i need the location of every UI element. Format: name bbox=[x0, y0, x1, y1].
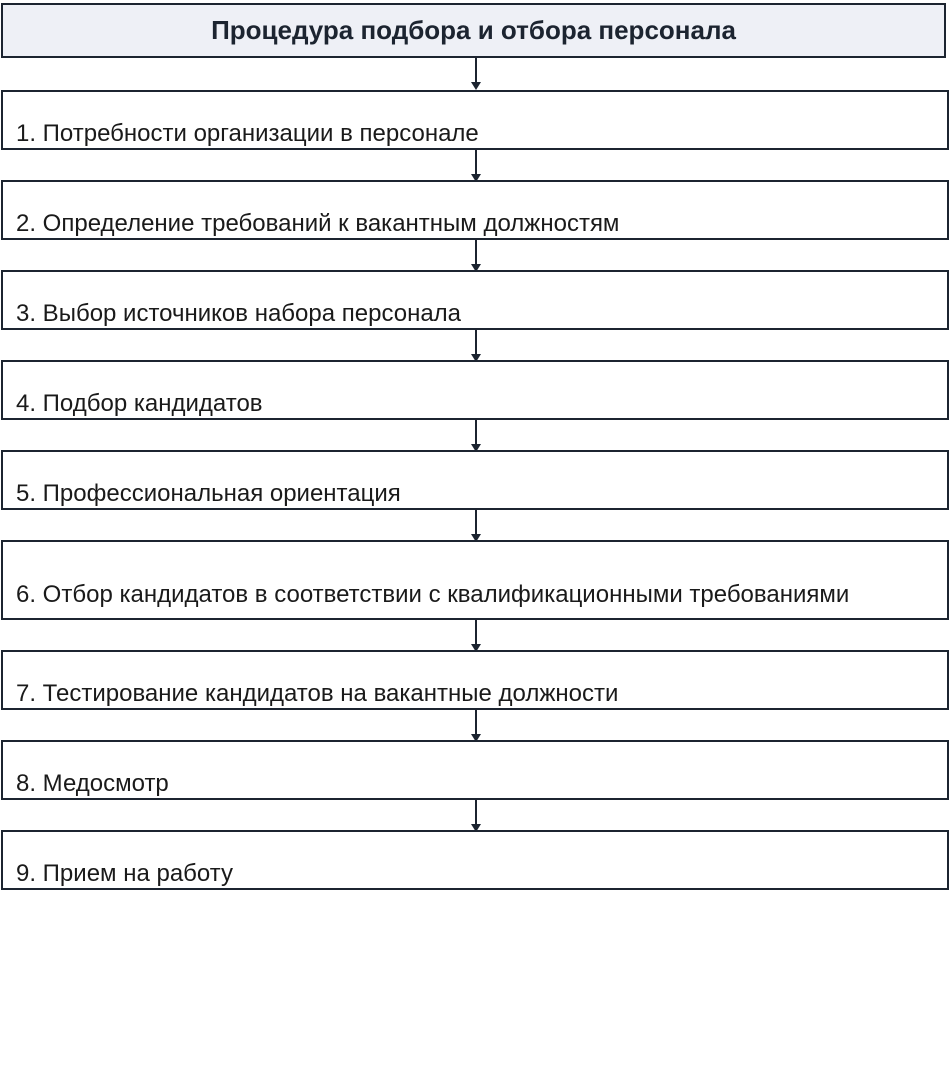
step-label: 5. Профессиональная ориентация bbox=[16, 480, 401, 507]
step-label: 8. Медосмотр bbox=[16, 770, 169, 797]
diagram-title-box bbox=[1, 3, 946, 58]
step-label: 1. Потребности организации в персонале bbox=[16, 120, 479, 147]
step-box-8 bbox=[1, 740, 949, 800]
step-box-1 bbox=[1, 90, 949, 150]
step-label: 7. Тестирование кандидатов на вакантные должности bbox=[16, 680, 619, 707]
step-box-3 bbox=[1, 270, 949, 330]
arrow-connector bbox=[474, 150, 478, 182]
diagram-title: Процедура подбора и отбора персонала bbox=[211, 15, 736, 45]
step-label: 6. Отбор кандидатов в соответствии с квалификационными требованиями bbox=[16, 581, 850, 608]
step-box-2 bbox=[1, 180, 949, 240]
arrow-connector bbox=[474, 510, 478, 542]
arrow-connector bbox=[474, 710, 478, 742]
step-label: 2. Определение требований к вакантным должностям bbox=[16, 210, 620, 237]
step-label: 3. Выбор источников набора персонала bbox=[16, 300, 462, 327]
step-box-7 bbox=[1, 650, 949, 710]
arrow-connector bbox=[474, 620, 478, 652]
step-box-5 bbox=[1, 450, 949, 510]
arrow-connector bbox=[474, 800, 478, 832]
step-label: 9. Прием на работу bbox=[16, 860, 233, 887]
arrow-connector bbox=[474, 58, 478, 90]
arrow-connector bbox=[474, 330, 478, 362]
step-box-9 bbox=[1, 830, 949, 890]
step-box-6 bbox=[1, 540, 949, 620]
arrow-connector bbox=[474, 420, 478, 452]
step-box-4 bbox=[1, 360, 949, 420]
step-label: 4. Подбор кандидатов bbox=[16, 390, 263, 417]
arrow-connector bbox=[474, 240, 478, 272]
